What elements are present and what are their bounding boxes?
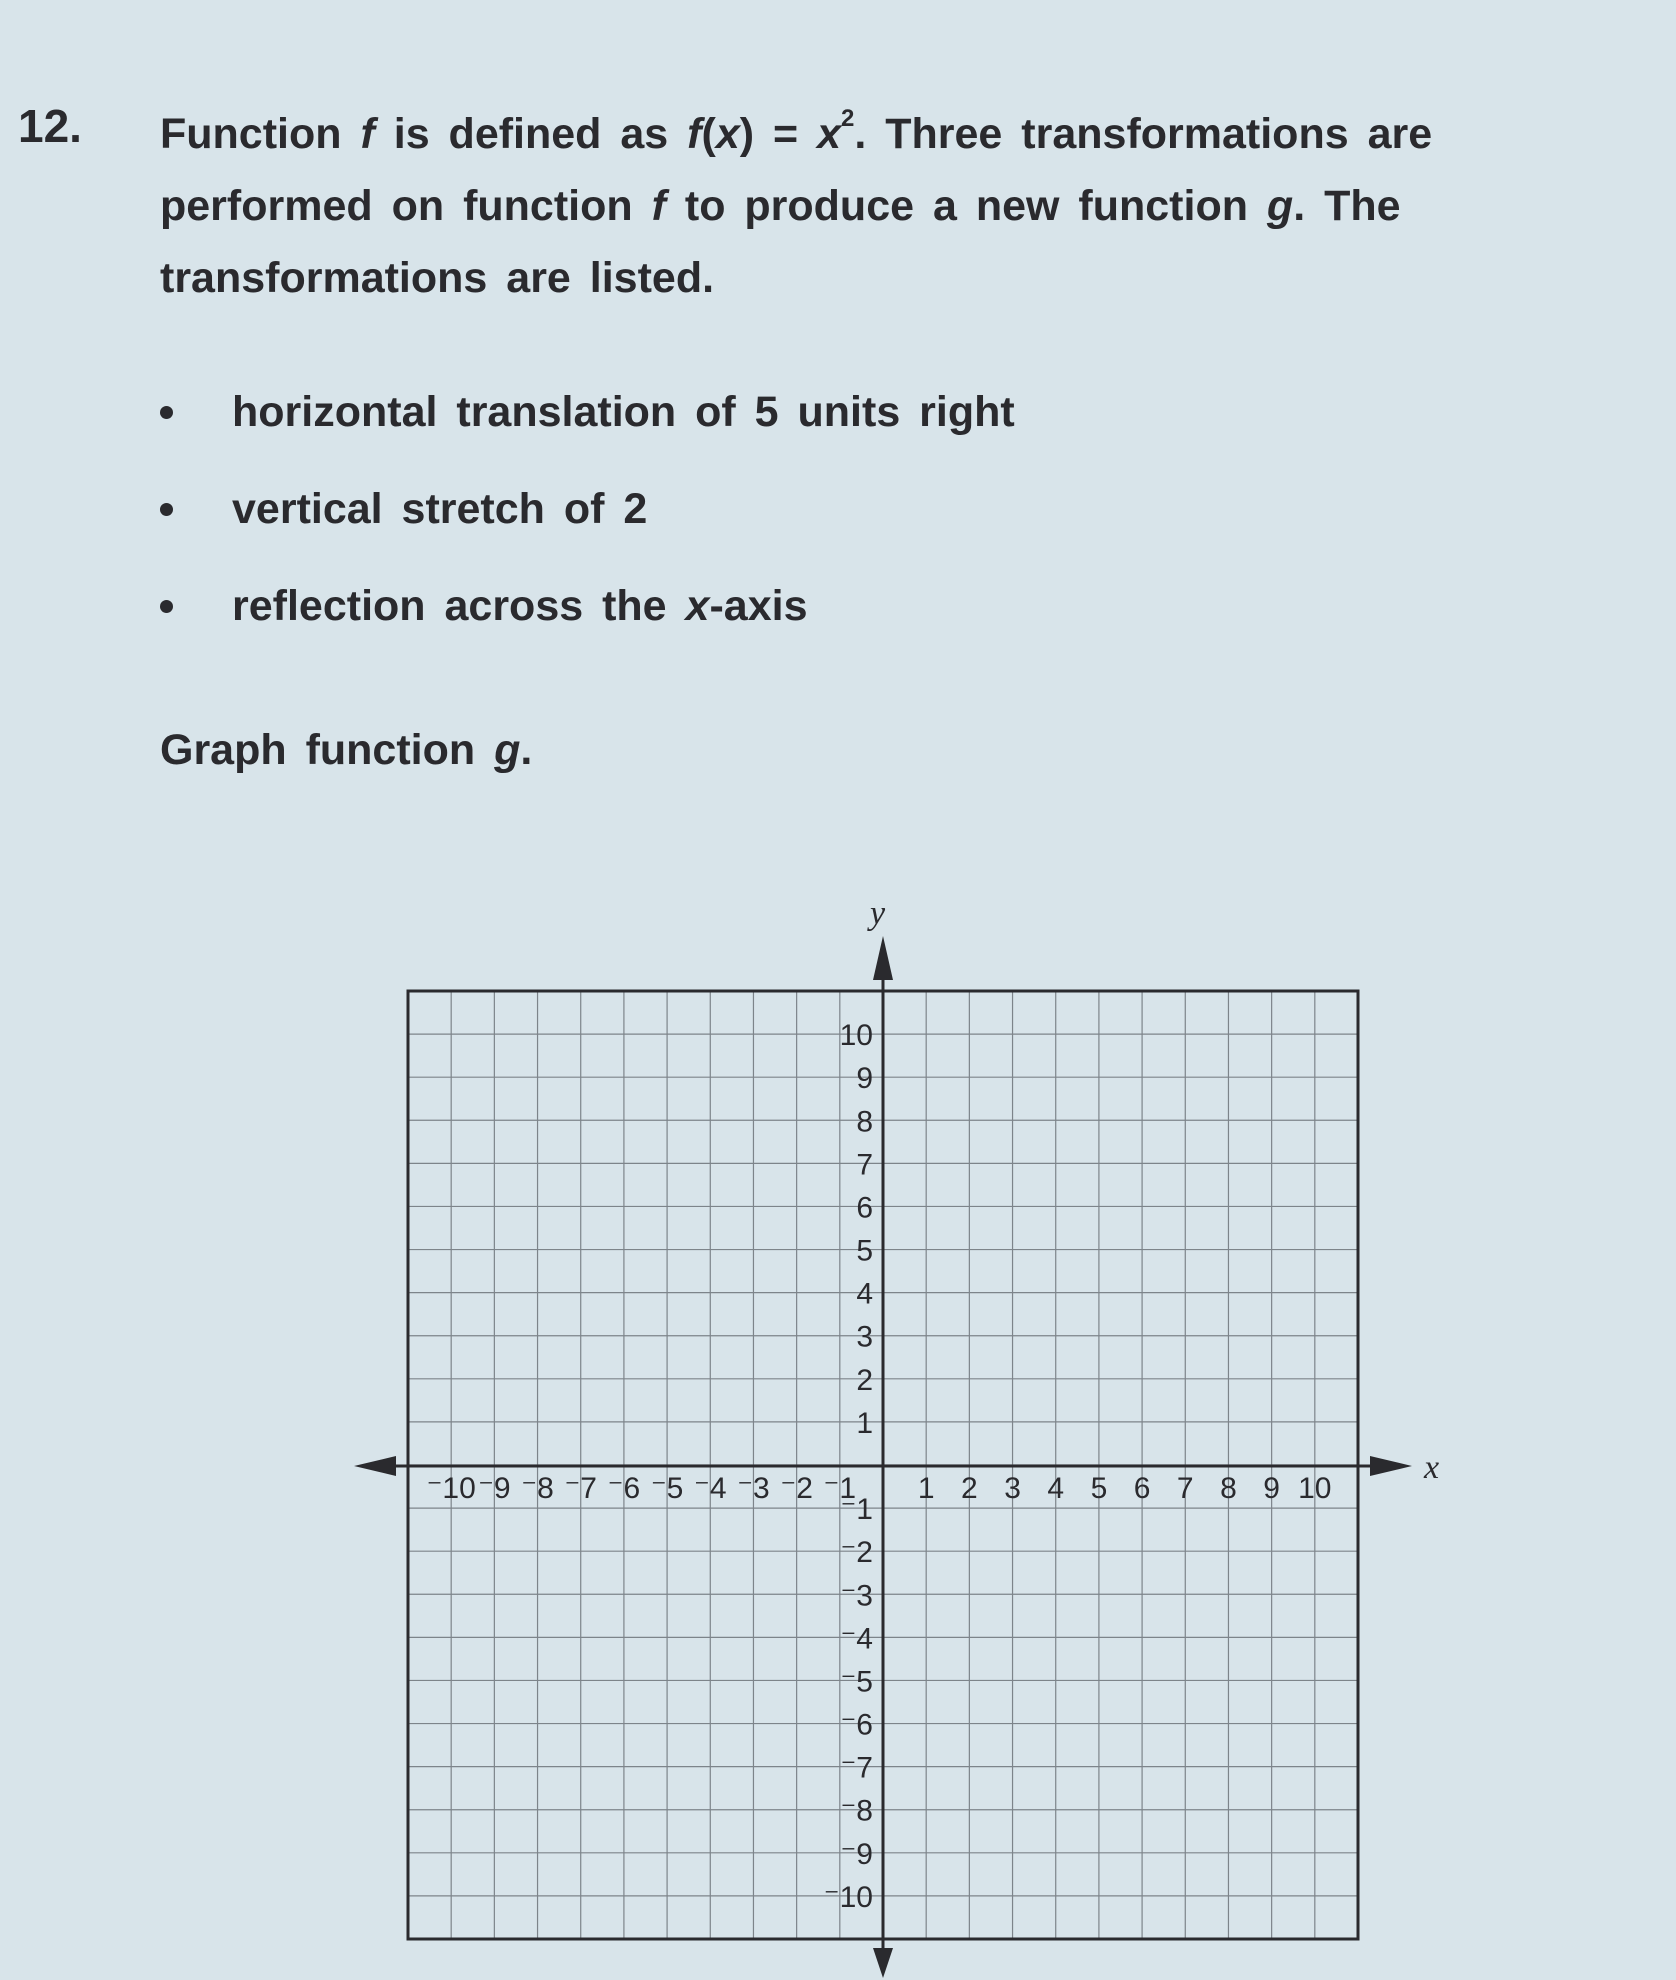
stem-line-1: Function f is defined as $f(x) = x^2$. Three transformations are	[160, 105, 1433, 158]
x-tick-label: 9	[1263, 1472, 1280, 1505]
x-tick-label: 10	[1298, 1472, 1332, 1505]
y-tick-label: 4	[856, 1277, 873, 1311]
x-tick-label: ⁻5	[650, 1472, 684, 1505]
y-tick-label: ⁻7	[840, 1751, 873, 1785]
y-tick-label: ⁻10	[823, 1880, 873, 1914]
y-tick-label: 2	[856, 1363, 873, 1397]
x-tick-label: 5	[1090, 1472, 1108, 1505]
transformation-text: reflection across the x-axis	[232, 582, 808, 630]
y-tick-label: ⁻3	[840, 1579, 873, 1613]
x-tick-label: ⁻6	[607, 1472, 641, 1505]
x-axis-label: x	[1424, 1449, 1440, 1486]
transformation-text: horizontal translation of 5 units right	[232, 388, 1015, 436]
x-tick-label: ⁻3	[737, 1472, 770, 1505]
y-tick-label: 10	[839, 1019, 873, 1053]
x-axis-right-arrow-icon	[1370, 1456, 1412, 1476]
y-axis-label: y	[870, 895, 886, 932]
graph-prompt: Graph function g.	[160, 726, 533, 774]
x-tick-label: ⁻1	[823, 1472, 857, 1505]
y-tick-label: 7	[856, 1148, 873, 1182]
y-tick-label: 9	[856, 1062, 873, 1096]
axes	[354, 936, 1412, 1978]
x-tick-label: ⁻9	[478, 1472, 511, 1505]
y-tick-label: ⁻8	[840, 1794, 873, 1828]
y-tick-label: ⁻4	[840, 1622, 873, 1656]
x-tick-label: ⁻7	[564, 1472, 597, 1505]
y-tick-label: 6	[856, 1191, 873, 1225]
y-tick-label: 3	[856, 1320, 873, 1354]
x-tick-labels	[427, 1472, 1332, 1505]
y-tick-label: ⁻2	[840, 1536, 873, 1570]
x-tick-label: ⁻2	[780, 1472, 813, 1505]
y-tick-label: ⁻1	[840, 1493, 873, 1527]
x-tick-label: 1	[917, 1472, 935, 1505]
stem-line-2: performed on function f to produce a new function g. The	[160, 182, 1401, 230]
y-tick-label: ⁻9	[840, 1837, 873, 1871]
y-tick-label: 5	[856, 1234, 873, 1268]
y-tick-label: 8	[856, 1105, 873, 1139]
x-tick-label: 8	[1220, 1472, 1237, 1505]
x-tick-label: 6	[1133, 1472, 1151, 1505]
x-tick-label: 2	[961, 1472, 978, 1505]
y-tick-label: ⁻5	[840, 1665, 873, 1699]
y-tick-label: ⁻6	[840, 1708, 873, 1742]
x-tick-label: 7	[1176, 1472, 1194, 1505]
x-axis-left-arrow-icon	[354, 1456, 396, 1476]
y-tick-label: 1	[856, 1406, 873, 1440]
x-tick-label: ⁻10	[426, 1472, 476, 1505]
y-axis-up-arrow-icon	[873, 936, 893, 980]
x-tick-label: ⁻8	[521, 1472, 554, 1505]
x-tick-label: 3	[1004, 1472, 1021, 1505]
y-axis-down-arrow-icon	[873, 1948, 893, 1978]
x-tick-label: 4	[1047, 1472, 1065, 1505]
transformation-text: vertical stretch of 2	[232, 485, 648, 533]
x-tick-label: ⁻4	[694, 1472, 727, 1505]
stem-line-3: transformations are listed.	[160, 254, 715, 302]
question-number: 12.	[18, 100, 82, 152]
